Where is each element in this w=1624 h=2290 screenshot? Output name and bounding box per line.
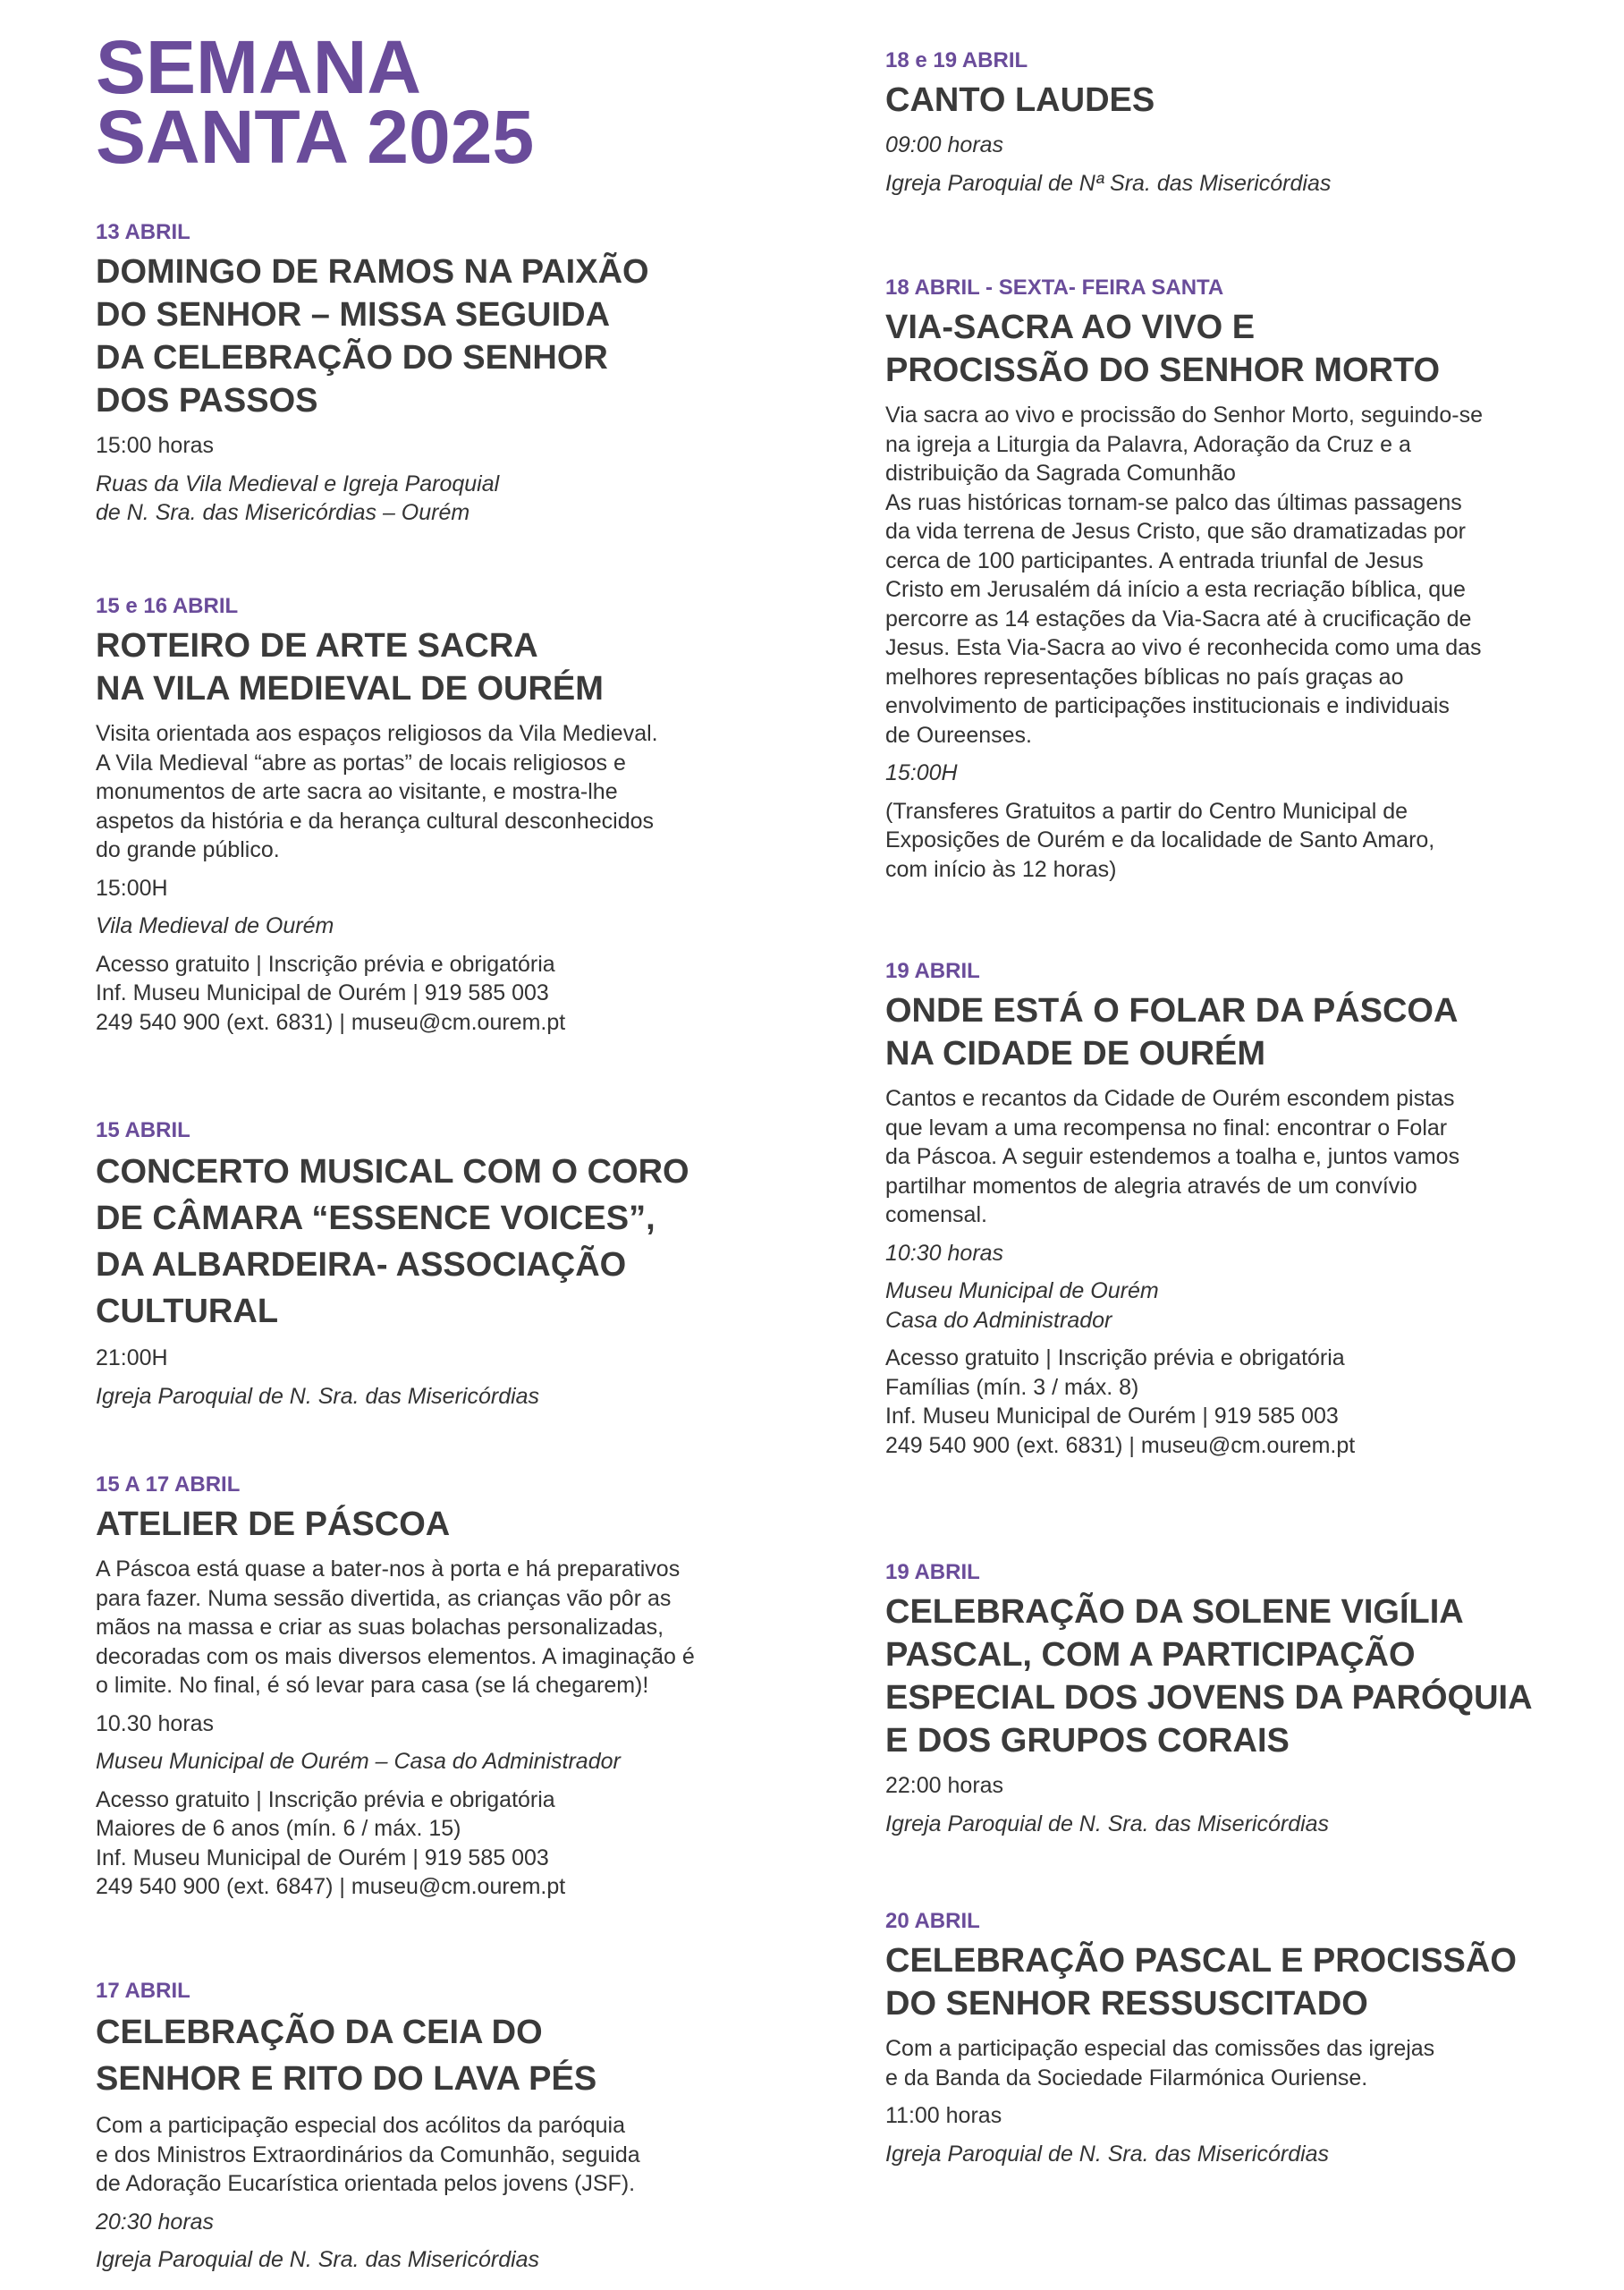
event-title-line: CELEBRAÇÃO DA CEIA DO — [96, 2014, 543, 2051]
event-time: 20:30 horas — [96, 2209, 215, 2235]
event-description-line: da Páscoa. A seguir estendemos a toalha e, juntos vamos — [885, 1144, 1460, 1169]
event-info-line: Maiores de 6 anos (mín. 6 / máx. 15) — [96, 1816, 461, 1841]
event-atelier-de-pascoa — [96, 1472, 811, 1911]
event-description-line: o limite. No final, é só levar para casa (se lá chegarem)! — [96, 1673, 649, 1698]
event-vigilia-pascal — [885, 1560, 1583, 1847]
event-location — [885, 1810, 1583, 1839]
event-title-line: NA CIDADE DE OURÉM — [885, 1035, 1266, 1073]
event-roteiro-arte-sacra — [96, 594, 811, 1046]
event-description-line: comensal. — [885, 1202, 987, 1227]
event-description-line: mãos na massa e criar as suas bolachas personalizadas, — [96, 1615, 664, 1640]
event-title-line: DE CÂMARA “ESSENCE VOICES”, — [96, 1200, 656, 1237]
event-description-line: e da Banda da Sociedade Filarmónica Ouriense. — [885, 2065, 1368, 2091]
event-date: 20 ABRIL — [885, 1909, 980, 1933]
event-description-line: envolvimento de participações institucionais e individuais — [885, 693, 1450, 718]
event-info-line: Acesso gratuito | Inscrição prévia e obrigatória — [885, 1345, 1345, 1370]
event-description-line: A Vila Medieval “abre as portas” de locais religiosos e — [96, 750, 626, 776]
event-location-line: de N. Sra. das Misericórdias – Ourém — [96, 500, 470, 525]
event-title — [96, 624, 811, 710]
event-info-line: 249 540 900 (ext. 6831) | museu@cm.ourem.pt — [885, 1432, 1356, 1458]
event-info-line: 249 540 900 (ext. 6831) | museu@cm.ourem.pt — [96, 1009, 566, 1035]
event-title — [885, 79, 1583, 122]
event-info-line: Inf. Museu Municipal de Ourém | 919 585 003 — [885, 1404, 1339, 1429]
event-description-line: Visita orientada aos espaços religiosos da Vila Medieval. — [96, 721, 658, 746]
event-location — [885, 1276, 1583, 1335]
event-canto-laudes — [885, 48, 1583, 207]
event-location-line: Igreja Paroquial de N. Sra. das Misericórdias — [96, 1383, 540, 1409]
event-description-line: partilhar momentos de alegria através de um convívio — [885, 1173, 1417, 1199]
event-info-line: Exposições de Ourém e da localidade de Santo Amaro, — [885, 827, 1435, 852]
event-location-line: Igreja Paroquial de Nª Sra. das Misericórdias — [885, 170, 1332, 196]
event-location — [96, 1747, 811, 1777]
event-info-line: (Transferes Gratuitos a partir do Centro Municipal de — [885, 798, 1408, 824]
event-date: 18 e 19 ABRIL — [885, 48, 1028, 72]
event-time: 21:00H — [96, 1345, 168, 1370]
event-title-line: DOS PASSOS — [96, 382, 318, 420]
event-time: 10.30 horas — [96, 1710, 215, 1736]
event-domingo-de-ramos — [96, 220, 811, 537]
event-via-sacra — [885, 276, 1583, 893]
event-location-line: Igreja Paroquial de N. Sra. das Misericórdias — [96, 2247, 540, 2272]
event-title — [885, 989, 1583, 1075]
event-title-line: VIA-SACRA AO VIVO E — [885, 309, 1256, 346]
event-description-line: Cantos e recantos da Cidade de Ourém escondem pistas — [885, 1086, 1455, 1111]
event-description-line: na igreja a Liturgia da Palavra, Adoração da Cruz e a — [885, 431, 1411, 457]
event-location-line: Museu Municipal de Ourém – Casa do Administrador — [96, 1749, 621, 1774]
event-title-line: E DOS GRUPOS CORAIS — [885, 1722, 1290, 1760]
event-description-line: Cristo em Jerusalém dá início a esta recriação bíblica, que — [885, 577, 1466, 602]
event-description-line: cerca de 100 participantes. A entrada triunfal de Jesus — [885, 547, 1424, 573]
event-date: 15 e 16 ABRIL — [96, 594, 239, 618]
event-time: 10:30 horas — [885, 1240, 1004, 1266]
event-celebracao-pascal — [885, 1909, 1583, 2177]
event-description-line: melhores representações bíblicas no país graças ao — [885, 664, 1404, 690]
event-description-line: para fazer. Numa sessão divertida, as crianças vão pôr as — [96, 1585, 672, 1611]
event-date: 19 ABRIL — [885, 1560, 980, 1584]
event-title-line: ONDE ESTÁ O FOLAR DA PÁSCOA — [885, 992, 1459, 1030]
event-description-line: e dos Ministros Extraordinários da Comunhão, seguida — [96, 2142, 640, 2167]
event-description-line: Com a participação especial dos acólitos da paróquia — [96, 2113, 626, 2138]
event-date: 15 A 17 ABRIL — [96, 1472, 241, 1497]
event-location — [885, 2140, 1583, 2169]
event-title-line: CELEBRAÇÃO PASCAL E PROCISSÃO — [885, 1942, 1517, 1980]
event-title — [96, 1149, 811, 1335]
event-folar-da-pascoa — [885, 959, 1583, 1469]
event-time: 15:00 horas — [96, 433, 215, 458]
event-date: 15 ABRIL — [96, 1118, 190, 1142]
event-description-line: que levam a uma recompensa no final: encontrar o Folar — [885, 1115, 1448, 1141]
page-title-line: SEMANA — [96, 25, 422, 109]
event-description-line: de Adoração Eucarística orientada pelos jovens (JSF). — [96, 2171, 636, 2196]
event-location — [96, 470, 811, 528]
event-location — [96, 1382, 811, 1412]
event-title-line: ATELIER DE PÁSCOA — [96, 1505, 451, 1543]
event-title-line: CULTURAL — [96, 1293, 279, 1330]
event-info-line: Famílias (mín. 3 / máx. 8) — [885, 1374, 1139, 1400]
event-info-line: com início às 12 horas) — [885, 856, 1117, 882]
event-description-line: Com a participação especial das comissões das igrejas — [885, 2036, 1435, 2061]
event-description-line: A Páscoa está quase a bater-nos à porta e há preparativos — [96, 1556, 681, 1582]
event-info-line: Acesso gratuito | Inscrição prévia e obrigatória — [96, 951, 555, 977]
event-description-line: de Oureenses. — [885, 722, 1032, 748]
event-description-line: distribuição da Sagrada Comunhão — [885, 461, 1236, 486]
event-location-line: Vila Medieval de Ourém — [96, 913, 334, 938]
event-title-line: CONCERTO MUSICAL COM O CORO — [96, 1153, 689, 1191]
event-title-line: ROTEIRO DE ARTE SACRA — [96, 627, 538, 665]
event-time: 15:00H — [96, 875, 168, 901]
event-date: 18 ABRIL - SEXTA- FEIRA SANTA — [885, 276, 1224, 300]
event-title — [96, 1503, 811, 1546]
event-info-line: Inf. Museu Municipal de Ourém | 919 585 003 — [96, 1845, 549, 1870]
event-location-line: Museu Municipal de Ourém — [885, 1278, 1159, 1303]
event-title-line: ESPECIAL DOS JOVENS DA PARÓQUIA — [885, 1679, 1533, 1717]
event-time: 15:00H — [885, 760, 958, 785]
event-concerto-essence-voices — [96, 1118, 811, 1420]
event-description — [96, 2111, 811, 2199]
event-location — [96, 2245, 811, 2275]
event-description-line: As ruas históricas tornam-se palco das últimas passagens — [885, 489, 1462, 515]
event-description-line: decoradas com os mais diversos elementos. A imaginação é — [96, 1643, 695, 1669]
event-contact-info — [885, 1344, 1583, 1460]
event-info-line: Acesso gratuito | Inscrição prévia e obrigatória — [96, 1786, 555, 1812]
event-description — [96, 1555, 811, 1701]
event-title — [885, 1939, 1583, 2025]
page-title — [96, 25, 535, 179]
event-title-line: NA VILA MEDIEVAL DE OURÉM — [96, 670, 604, 708]
event-description — [885, 401, 1583, 750]
event-description-line: aspetos da história e da herança cultural desconhecidos — [96, 808, 655, 834]
event-location — [96, 912, 811, 941]
event-description-line: monumentos de arte sacra ao visitante, e mostra-lhe — [96, 779, 618, 804]
event-description-line: do grande público. — [96, 837, 280, 862]
event-title-line: DOMINGO DE RAMOS NA PAIXÃO — [96, 253, 649, 291]
event-title — [96, 250, 811, 422]
event-title-line: DO SENHOR RESSUSCITADO — [885, 1985, 1368, 2023]
event-description — [885, 2034, 1583, 2092]
event-location-line: Ruas da Vila Medieval e Igreja Paroquial — [96, 471, 500, 496]
event-location-line: Igreja Paroquial de N. Sra. das Misericórdias — [885, 2141, 1330, 2167]
event-description-line: Via sacra ao vivo e procissão do Senhor Morto, seguindo-se — [885, 403, 1483, 428]
event-ceia-do-senhor — [96, 1979, 811, 2284]
event-location-line: Igreja Paroquial de N. Sra. das Misericórdias — [885, 1811, 1330, 1836]
event-contact-info — [96, 950, 811, 1038]
event-title-line: DA CELEBRAÇÃO DO SENHOR — [96, 339, 608, 377]
event-info-line: 249 540 900 (ext. 6847) | museu@cm.ourem.pt — [96, 1874, 566, 1899]
event-title-line: PROCISSÃO DO SENHOR MORTO — [885, 352, 1441, 389]
event-time: 22:00 horas — [885, 1773, 1004, 1798]
event-title — [885, 306, 1583, 392]
event-date: 17 ABRIL — [96, 1979, 190, 2003]
event-description-line: da vida terrena de Jesus Cristo, que são dramatizadas por — [885, 519, 1466, 544]
event-date: 19 ABRIL — [885, 959, 980, 983]
page-title-line: SANTA 2025 — [96, 95, 535, 179]
event-title-line: CANTO LAUDES — [885, 81, 1155, 119]
event-title — [96, 2009, 811, 2102]
event-title-line: PASCAL, COM A PARTICIPAÇÃO — [885, 1636, 1416, 1674]
event-description-line: Jesus. Esta Via-Sacra ao vivo é reconhecida como uma das — [885, 635, 1482, 660]
event-description — [96, 719, 811, 865]
event-time: 09:00 horas — [885, 132, 1004, 157]
event-description-line: percorre as 14 estações da Via-Sacra até à crucificação de — [885, 606, 1472, 632]
event-time: 11:00 horas — [885, 2103, 1002, 2128]
event-info-line: Inf. Museu Municipal de Ourém | 919 585 003 — [96, 980, 549, 1005]
event-location — [885, 169, 1583, 199]
event-title — [885, 1590, 1583, 1762]
event-date: 13 ABRIL — [96, 220, 190, 244]
event-contact-info — [96, 1785, 811, 1902]
event-title-line: DA ALBARDEIRA- ASSOCIAÇÃO — [96, 1246, 627, 1284]
event-transport-info — [885, 797, 1583, 885]
event-title-line: SENHOR E RITO DO LAVA PÉS — [96, 2060, 597, 2098]
event-description — [885, 1084, 1583, 1230]
event-title-line: CELEBRAÇÃO DA SOLENE VIGÍLIA — [885, 1593, 1464, 1631]
event-location-line: Casa do Administrador — [885, 1307, 1112, 1333]
event-title-line: DO SENHOR – MISSA SEGUIDA — [96, 296, 611, 334]
